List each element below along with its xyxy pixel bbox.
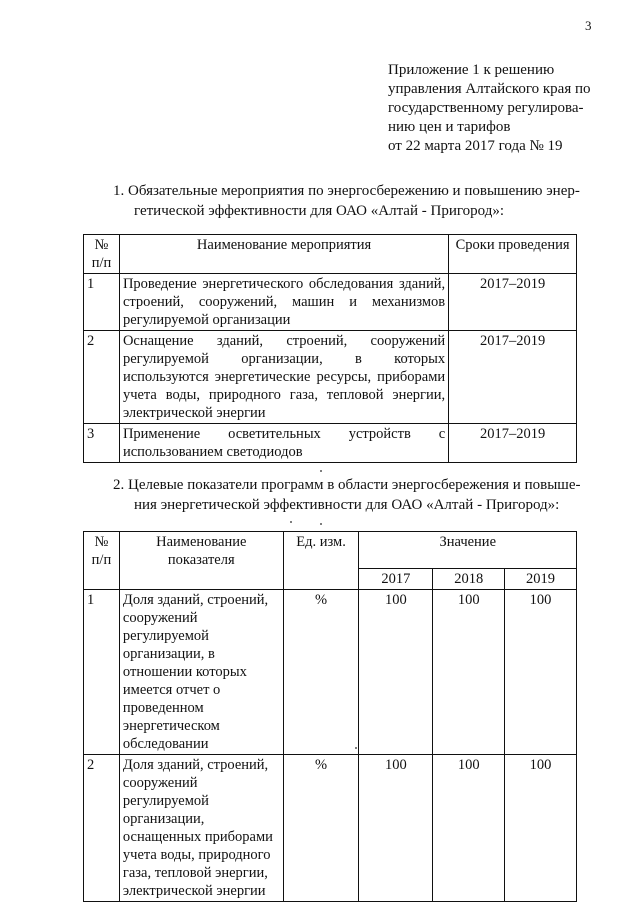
section2-heading-line2: ния энергетической эффективности для ОАО «Алтай - Пригород»: [134, 497, 560, 513]
row-value-2018: 100 [433, 590, 505, 755]
indicators-table [83, 531, 577, 902]
year-2018: 2018 [433, 569, 505, 590]
scan-speck [320, 523, 322, 525]
section2-heading-line1: 2. Целевые показатели программ в области энергосбережения и повыше- [113, 477, 581, 493]
appendix-caption [388, 61, 591, 156]
row-term: 2017–2019 [449, 331, 577, 424]
row-term: 2017–2019 [449, 424, 577, 463]
row-num: 3 [84, 424, 120, 463]
col-header-unit: Ед. изм. [283, 532, 359, 590]
col-header-value: Значение [359, 532, 577, 569]
table-header-row [84, 532, 577, 569]
appendix-line: от 22 марта 2017 года № 19 [388, 138, 563, 154]
row-unit: % [283, 755, 359, 902]
row-value-2019: 100 [505, 755, 577, 902]
table-row [84, 590, 577, 755]
section1-heading-line1: 1. Обязательные мероприятия по энергосбережению и повышению энер- [113, 183, 580, 199]
appendix-line: Приложение 1 к решению [388, 62, 555, 78]
appendix-line: государственному регулирова- [388, 100, 584, 116]
year-2017: 2017 [359, 569, 433, 590]
row-name: Проведение энергетического обследования зданий, строений, сооружений, машин и механизмов регулируемой организации [119, 274, 448, 331]
row-num: 1 [84, 590, 120, 755]
page-number: 3 [585, 18, 592, 33]
scan-speck [290, 521, 292, 523]
col-header-name: Наименование мероприятия [119, 235, 448, 274]
appendix-line: нию цен и тарифов [388, 119, 511, 135]
measures-table [83, 234, 577, 463]
row-num: 2 [84, 331, 120, 424]
year-2019: 2019 [505, 569, 577, 590]
table-row [84, 274, 577, 331]
row-name: Доля зданий, строений, сооружений регулируемой организации, оснащенных приборами учета воды, природного газа, тепловой энергии, электрической энергии [119, 755, 283, 902]
row-name: Оснащение зданий, строений, сооружений регулируемой организации, в которых используются энергетические ресурсы, приборами учета воды, природного газа, тепловой энергии, электрической энергии [119, 331, 448, 424]
table-row [84, 331, 577, 424]
col-header-term: Сроки проведения [449, 235, 577, 274]
row-value-2019: 100 [505, 590, 577, 755]
scan-speck [320, 470, 322, 472]
appendix-line: управления Алтайского края по [388, 81, 591, 97]
table-header-row [84, 235, 577, 274]
row-unit: % [283, 590, 359, 755]
col-header-num: № п/п [84, 532, 120, 590]
row-num: 1 [84, 274, 120, 331]
table-row [84, 755, 577, 902]
row-value-2017: 100 [359, 755, 433, 902]
row-value-2017: 100 [359, 590, 433, 755]
col-header-num: № п/п [84, 235, 120, 274]
row-name: Применение осветительных устройств с использованием светодиодов [119, 424, 448, 463]
section1-heading-line2: гетической эффективности для ОАО «Алтай - Пригород»: [134, 203, 504, 219]
row-term: 2017–2019 [449, 274, 577, 331]
col-header-name: Наименование показателя [119, 532, 283, 590]
table-row [84, 424, 577, 463]
row-num: 2 [84, 755, 120, 902]
row-name: Доля зданий, строений, сооружений регулируемой организации, в отношении которых имеется отчет о проведенном энергетическом обследовании [119, 590, 283, 755]
row-value-2018: 100 [433, 755, 505, 902]
